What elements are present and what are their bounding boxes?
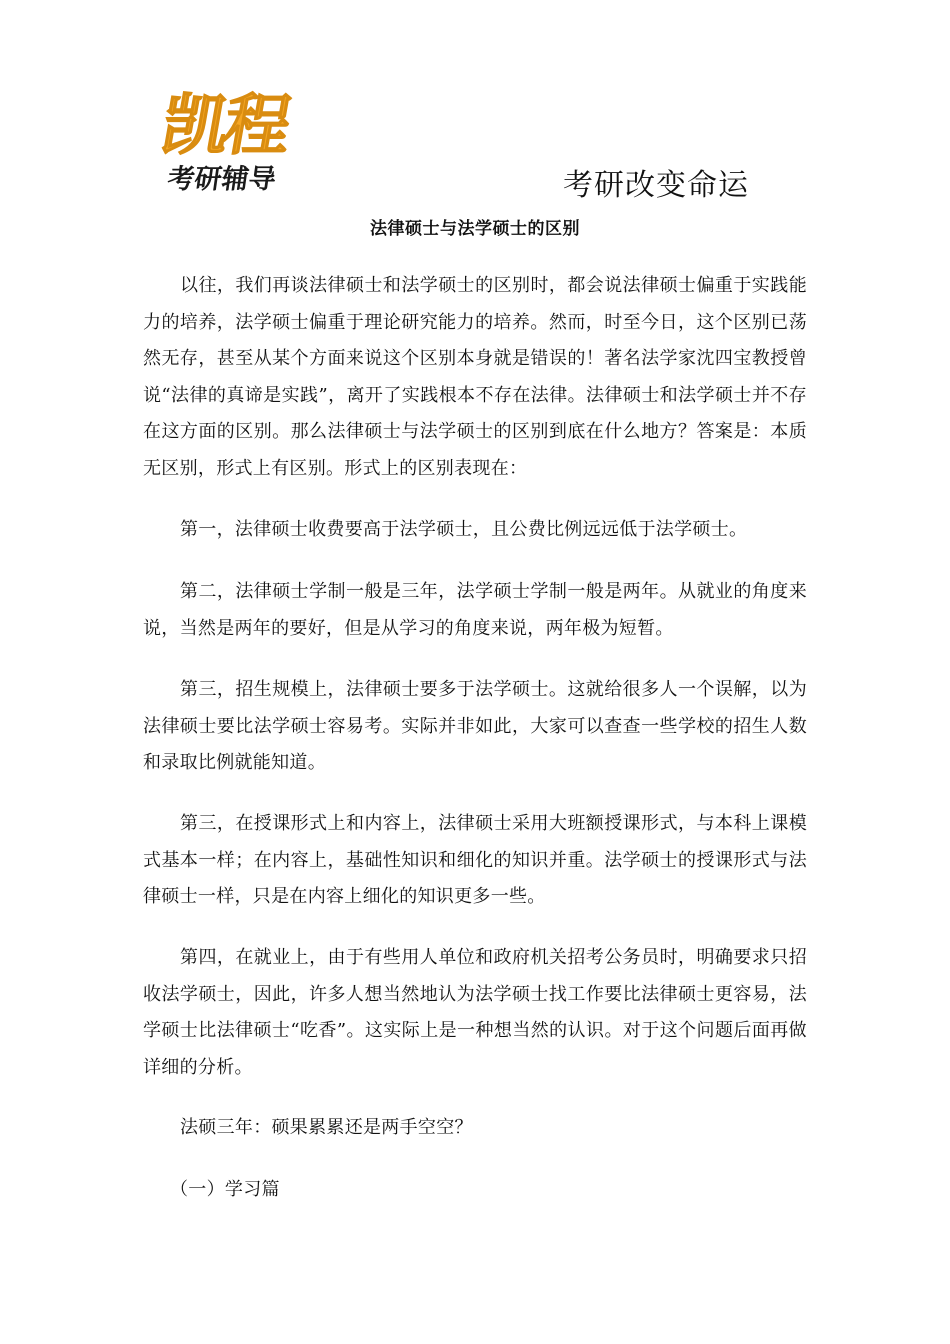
paragraph-fee: 第一，法律硕士收费要高于法学硕士，且公费比例远远低于法学硕士。 — [180, 519, 748, 540]
paragraph-intro: 以往，我们再谈法律硕士和法学硕士的区别时，都会说法律硕士偏重于实践能力的培养，法学硕士偏重于理论研究能力的培养。然而，时至今日，这个区别已荡然无存，甚至从某个方面来说这个区别本身就是错误的！著名法学家沈四宝教授曾说“法律的真谛是实践”，离开了实践根本不存在法律。法律硕士和法学硕士并不存在这方面的区别。那么法律硕士与法学硕士的区别到底在什么地方？答案是：本质无区别，形式上有区别。形式上的区别表现在： — [143, 275, 807, 479]
kaicheng-logo — [150, 78, 300, 198]
paragraph-duration: 第二，法律硕士学制一般是三年，法学硕士学制一般是两年。从就业的角度来说，当然是两年的要好，但是从学习的角度来说，两年极为短暂。 — [143, 581, 807, 639]
logo-brand-mark — [156, 86, 298, 164]
section-heading-study: （一）学习篇 — [170, 1179, 280, 1200]
svg-text:凯程: 凯程 — [155, 86, 294, 164]
paragraph-teaching: 第三，在授课形式上和内容上，法律硕士采用大班额授课形式，与本科上课模式基本一样；在内容上，基础性知识和细化的知识并重。法学硕士的授课形式与法律硕士一样，只是在内容上细化的知识更多一些。 — [143, 813, 807, 907]
document-title: 法律硕士与法学硕士的区别 — [370, 219, 580, 239]
slogan: 考研改变命运 — [563, 168, 749, 203]
paragraph-question: 法硕三年：硕果累累还是两手空空？ — [180, 1117, 473, 1138]
paragraph-employment: 第四，在就业上，由于有些用人单位和政府机关招考公务员时，明确要求只招收法学硕士，因此，许多人想当然地认为法学硕士找工作要比法律硕士更容易，法学硕士比法律硕士“吃香”。这实际上是一种想当然的认识。对于这个问题后面再做详细的分析。 — [143, 947, 807, 1078]
logo-graphic — [150, 78, 300, 198]
svg-text:考研辅导: 考研辅导 — [165, 164, 278, 195]
paragraph-enrollment: 第三，招生规模上，法律硕士要多于法学硕士。这就给很多人一个误解，以为法律硕士要比法学硕士容易考。实际并非如此，大家可以查查一些学校的招生人数和录取比例就能知道。 — [143, 679, 807, 773]
